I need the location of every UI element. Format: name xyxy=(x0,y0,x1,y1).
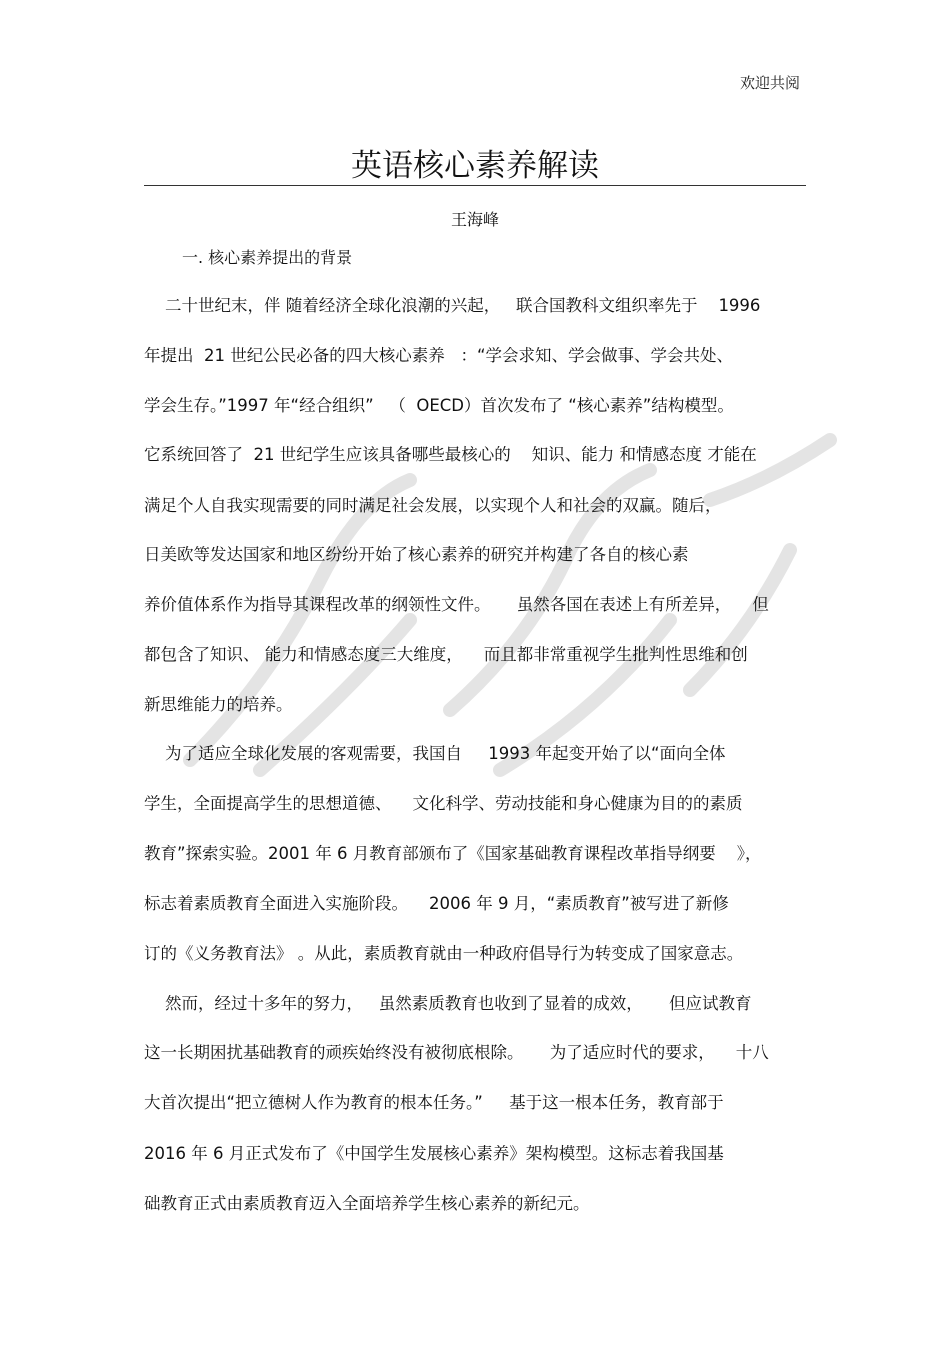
body-line: 为了适应全球化发展的客观需要，我国自 1993 年起变开始了以“面向全体 xyxy=(144,744,726,763)
body-line: 础教育正式由素质教育迈入全面培养学生核心素养的新纪元。 xyxy=(144,1194,590,1213)
body-line: 新思维能力的培养。 xyxy=(144,695,293,714)
body-line: 订的《义务教育法》 。从此，素质教育就由一种政府倡导行为转变成了国家意志。 xyxy=(144,944,744,963)
section-heading: 一. 核心素养提出的背景 xyxy=(182,248,353,267)
body-line: 养价值体系作为指导其课程改革的纲领性文件。 虽然各国在表述上有所差异， 但 xyxy=(144,595,769,614)
body-line: 年提出 21 世纪公民必备的四大核心素养 ：“学会求知、学会做事、学会共处、 xyxy=(144,346,734,365)
body-line: 这一长期困扰基础教育的顽疾始终没有被彻底根除。 为了适应时代的要求， 十八 xyxy=(144,1043,769,1062)
watermark-logo xyxy=(150,380,850,800)
body-line: 然而，经过十多年的努力， 虽然素质教育也收到了显着的成效， 但应试教育 xyxy=(144,994,752,1013)
author-name: 王海峰 xyxy=(450,210,499,229)
body-line: 学生，全面提高学生的思想道德、 文化科学、劳动技能和身心健康为目的的素质 xyxy=(144,794,743,813)
title-divider xyxy=(144,185,806,186)
document-title: 英语核心素养解读 xyxy=(351,148,599,184)
body-line: 日美欧等发达国家和地区纷纷开始了核心素养的研究并构建了各自的核心素 xyxy=(144,545,689,564)
body-line: 教育”探索实验。2001 年 6 月教育部颁布了《国家基础教育课程改革指导纲要 》， xyxy=(144,844,762,863)
header-tag: 欢迎共阅 xyxy=(739,74,800,92)
body-line: 大首次提出“把立德树人作为教育的根本任务。” 基于这一根本任务，教育部于 xyxy=(144,1093,724,1112)
body-line: 二十世纪末，伴 随着经济全球化浪潮的兴起， 联合国教科文组织率先于 1996 xyxy=(144,296,761,315)
body-line: 它系统回答了 21 世纪学生应该具备哪些最核心的 知识、能力 和情感态度 才能在 xyxy=(144,445,757,464)
body-line: 满足个人自我实现需要的同时满足社会发展，以实现个人和社会的双赢。随后， xyxy=(144,496,722,515)
body-line: 学会生存。”1997 年“经合组织” （ OECD）首次发布了 “核心素养”结构模型。 xyxy=(144,396,734,415)
body-line: 2016 年 6 月正式发布了《中国学生发展核心素养》架构模型。这标志着我国基 xyxy=(144,1144,724,1163)
body-line: 都包含了知识、 能力和情感态度三大维度， 而且都非常重视学生批判性思维和创 xyxy=(144,645,748,664)
body-line: 标志着素质教育全面进入实施阶段。 2006 年 9 月，“素质教育”被写进了新修 xyxy=(144,894,729,913)
